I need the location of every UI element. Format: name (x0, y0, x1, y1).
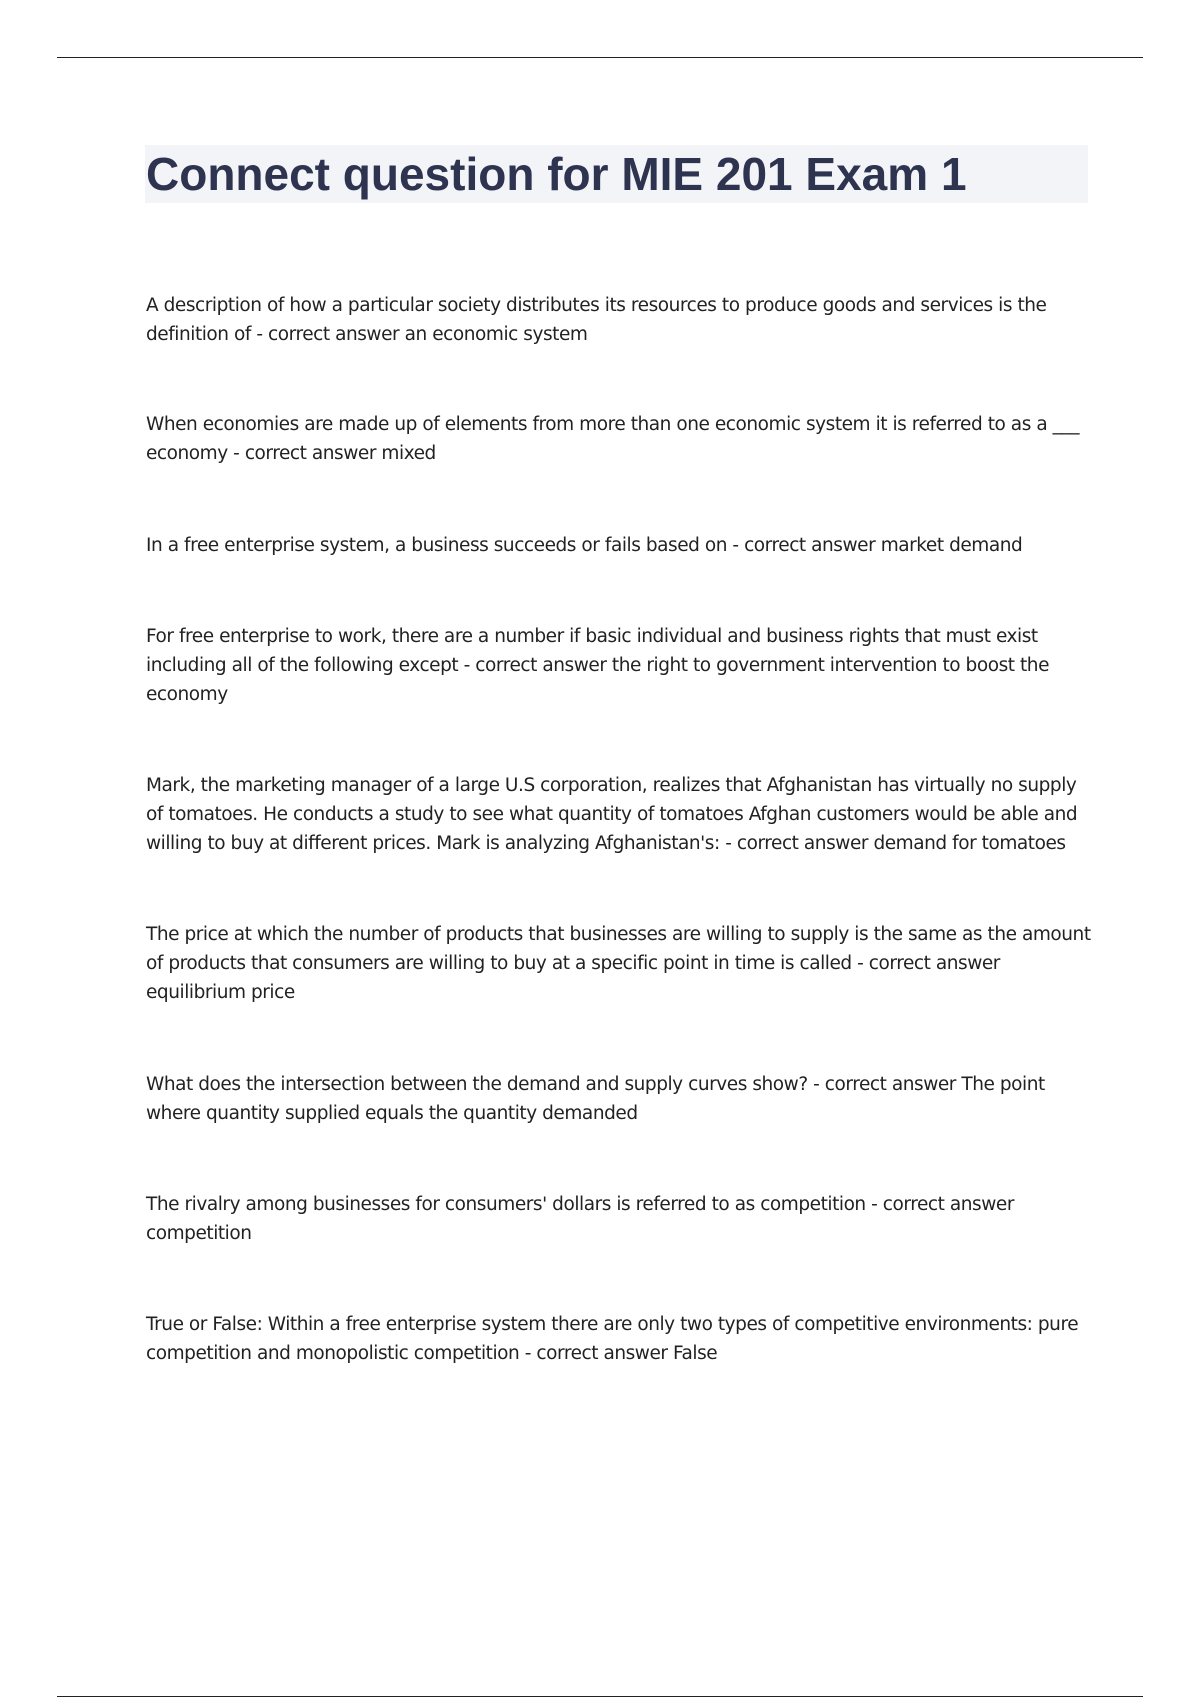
qa-item-1: A description of how a particular society distributes its resources to produce goods and services is the definition of - correct answer an economic system (146, 295, 1047, 345)
qa-item-5: Mark, the marketing manager of a large U.S corporation, realizes that Afghanistan has virtually no supply of tomatoes. He conducts a study to see what quantity of tomatoes Afghan customers would be able and willing to buy at different prices. Mark is analyzing Afghanistan's: - correct answer demand for tomatoes (146, 775, 1078, 854)
document-title: Connect question for MIE 201 Exam 1 (146, 148, 967, 200)
qa-item-8: The rivalry among businesses for consumers' dollars is referred to as competition - correct answer competition (146, 1194, 1014, 1244)
qa-item-9: True or False: Within a free enterprise system there are only two types of competitive environments: pure competition and monopolistic competition - correct answer False (146, 1314, 1079, 1364)
qa-item-7: What does the intersection between the demand and supply curves show? - correct answer The point where quantity supplied equals the quantity demanded (146, 1074, 1045, 1124)
qa-item-6: The price at which the number of products that businesses are willing to supply is the same as the amount of products that consumers are willing to buy at a specific point in time is called - correct answer equilibrium price (146, 924, 1091, 1003)
qa-item-2: When economies are made up of elements from more than one economic system it is referred to as a ___ economy - correct answer mixed (146, 414, 1080, 464)
qa-item-3: In a free enterprise system, a business succeeds or fails based on - correct answer market demand (146, 535, 1023, 556)
qa-item-4: For free enterprise to work, there are a number if basic individual and business rights that must exist including all of the following except - correct answer the right to government intervention to boost the economy (146, 626, 1050, 705)
bottom-divider (57, 1696, 1143, 1697)
